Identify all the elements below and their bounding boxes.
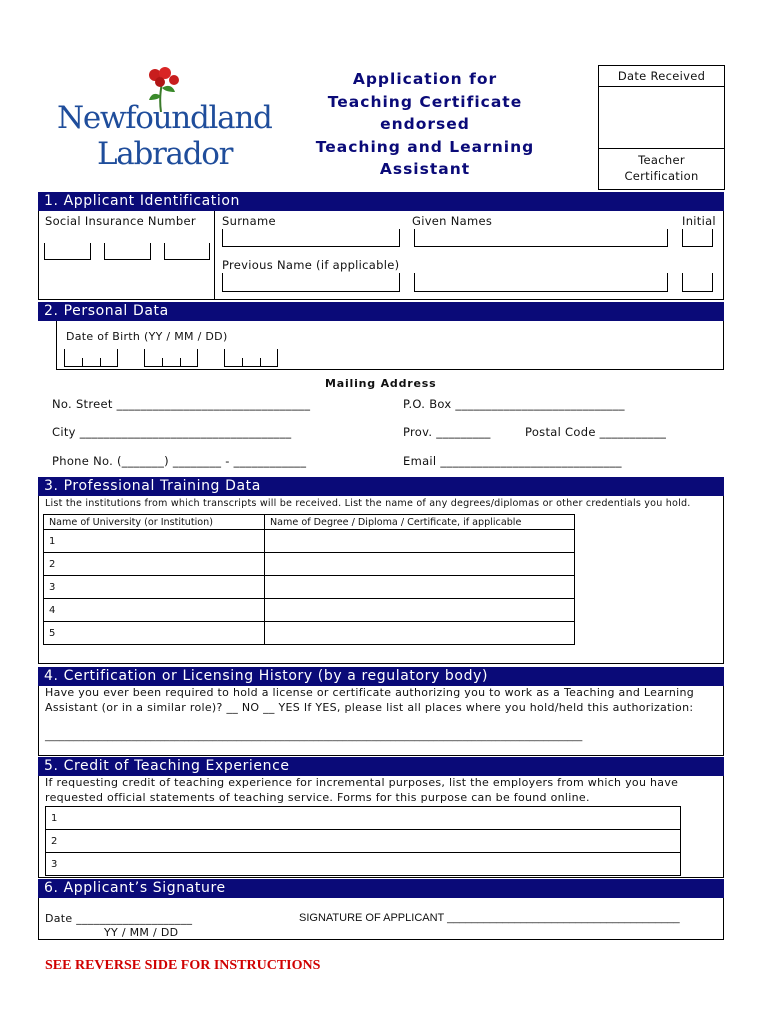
license-question-line-1: Have you ever been required to hold a license or certificate authorizing you to work as a Teaching and Learning — [45, 686, 695, 699]
date-received-label: Date Received — [617, 69, 706, 83]
phone-field[interactable]: Phone No. (_______) ________ - ____________ — [52, 454, 307, 468]
employer-row-1[interactable]: 1 — [46, 807, 681, 830]
table-row — [44, 576, 575, 599]
form-title — [300, 68, 550, 181]
sin-field-1[interactable] — [44, 243, 91, 260]
surname-label: Surname — [222, 214, 276, 228]
signature-field[interactable]: SIGNATURE OF APPLICANT ______________________________________ — [299, 912, 680, 924]
email-field[interactable]: Email ______________________________ — [403, 454, 622, 468]
dob-dd-field[interactable] — [224, 349, 278, 367]
surname-field[interactable] — [222, 229, 400, 247]
dob-mm-field[interactable] — [144, 349, 198, 367]
experience-line-2: requested official statements of teaching service. Forms for this purpose can be found online. — [45, 791, 590, 804]
previous-initial-field[interactable] — [682, 273, 713, 292]
previous-surname-field[interactable] — [222, 273, 400, 292]
province-field[interactable]: Prov. _________ — [403, 425, 491, 439]
table-row — [44, 599, 575, 622]
title-line-3: endorsed — [380, 115, 470, 133]
signature-date-field[interactable]: Date ____________________ — [45, 912, 193, 925]
title-line-2: Teaching Certificate — [327, 92, 523, 111]
postal-code-field[interactable]: Postal Code ___________ — [525, 425, 667, 439]
given-names-label: Given Names — [412, 214, 493, 228]
degree-cell[interactable] — [265, 622, 575, 645]
table-row — [44, 553, 575, 576]
title-line-5: Assistant — [379, 160, 471, 178]
employer-row-3[interactable]: 3 — [46, 853, 681, 876]
section-3-header: 3. Professional Training Data — [38, 477, 724, 496]
section-6-header: 6. Applicant’s Signature — [38, 879, 724, 898]
table-row — [44, 530, 575, 553]
title-line-4: Teaching and Learning — [315, 137, 535, 156]
training-instructions: List the institutions from which transcripts will be received. List the name of any degrees/diplomas or other credentials you hold. — [45, 498, 691, 509]
date-format-hint: YY / MM / DD — [104, 926, 179, 939]
pobox-field[interactable]: P.O. Box ____________________________ — [403, 397, 625, 411]
authorization-places-field[interactable]: ________________________________________________________________________________________________________________ — [45, 731, 583, 742]
table-row — [44, 622, 575, 645]
previous-given-field[interactable] — [414, 273, 668, 292]
section-2-header: 2. Personal Data — [38, 302, 724, 321]
section-4-header: 4. Certification or Licensing History (by a regulatory body) — [38, 667, 724, 686]
sin-field-3[interactable] — [164, 243, 210, 260]
previous-name-label: Previous Name (if applicable) — [222, 258, 400, 272]
table-row — [46, 830, 681, 853]
employer-row-2[interactable]: 2 — [46, 830, 681, 853]
license-question-line-2: Assistant (or in a similar role)? __ NO __ YES If YES, please list all places where you hold/held this authorization: — [45, 701, 694, 714]
sin-label: Social Insurance Number — [45, 214, 196, 228]
title-line-1: Application for — [352, 70, 498, 88]
given-names-field[interactable] — [414, 229, 668, 247]
table-row — [46, 853, 681, 876]
logo-text-bottom: Labrador — [97, 136, 233, 172]
reverse-side-note: SEE REVERSE SIDE FOR INSTRUCTIONS — [45, 958, 321, 973]
dob-label: Date of Birth (YY / MM / DD) — [66, 330, 228, 343]
office-use-box — [598, 65, 725, 190]
employer-table — [45, 806, 681, 876]
degree-cell[interactable] — [265, 530, 575, 553]
degree-cell[interactable] — [265, 553, 575, 576]
street-field[interactable]: No. Street ________________________________ — [52, 397, 311, 411]
row-number: 2 — [44, 553, 265, 576]
initial-label: Initial — [682, 214, 716, 228]
section-1-header: 1. Applicant Identification — [38, 192, 724, 211]
row-number: 3 — [44, 576, 265, 599]
degree-cell[interactable] — [265, 576, 575, 599]
teacher-cert-label: Teacher Certification — [624, 153, 699, 183]
section-5-header: 5. Credit of Teaching Experience — [38, 757, 724, 776]
row-number: 1 — [44, 530, 265, 553]
degree-col-header: Name of Degree / Diploma / Certificate, if applicable — [265, 515, 575, 530]
training-table — [43, 514, 575, 645]
initial-field[interactable] — [682, 229, 713, 247]
logo-text-top: Newfoundland — [57, 100, 272, 136]
dob-yy-field[interactable] — [64, 349, 118, 367]
row-number: 5 — [44, 622, 265, 645]
sin-field-2[interactable] — [104, 243, 151, 260]
university-col-header: Name of University (or Institution) — [44, 515, 265, 530]
degree-cell[interactable] — [265, 599, 575, 622]
mailing-address-heading: Mailing Address — [325, 377, 437, 390]
experience-line-1: If requesting credit of teaching experience for incremental purposes, list the employers from which you have — [45, 776, 679, 789]
row-number: 4 — [44, 599, 265, 622]
city-field[interactable]: City ___________________________________ — [52, 425, 292, 439]
logo — [57, 66, 272, 172]
table-row — [46, 807, 681, 830]
